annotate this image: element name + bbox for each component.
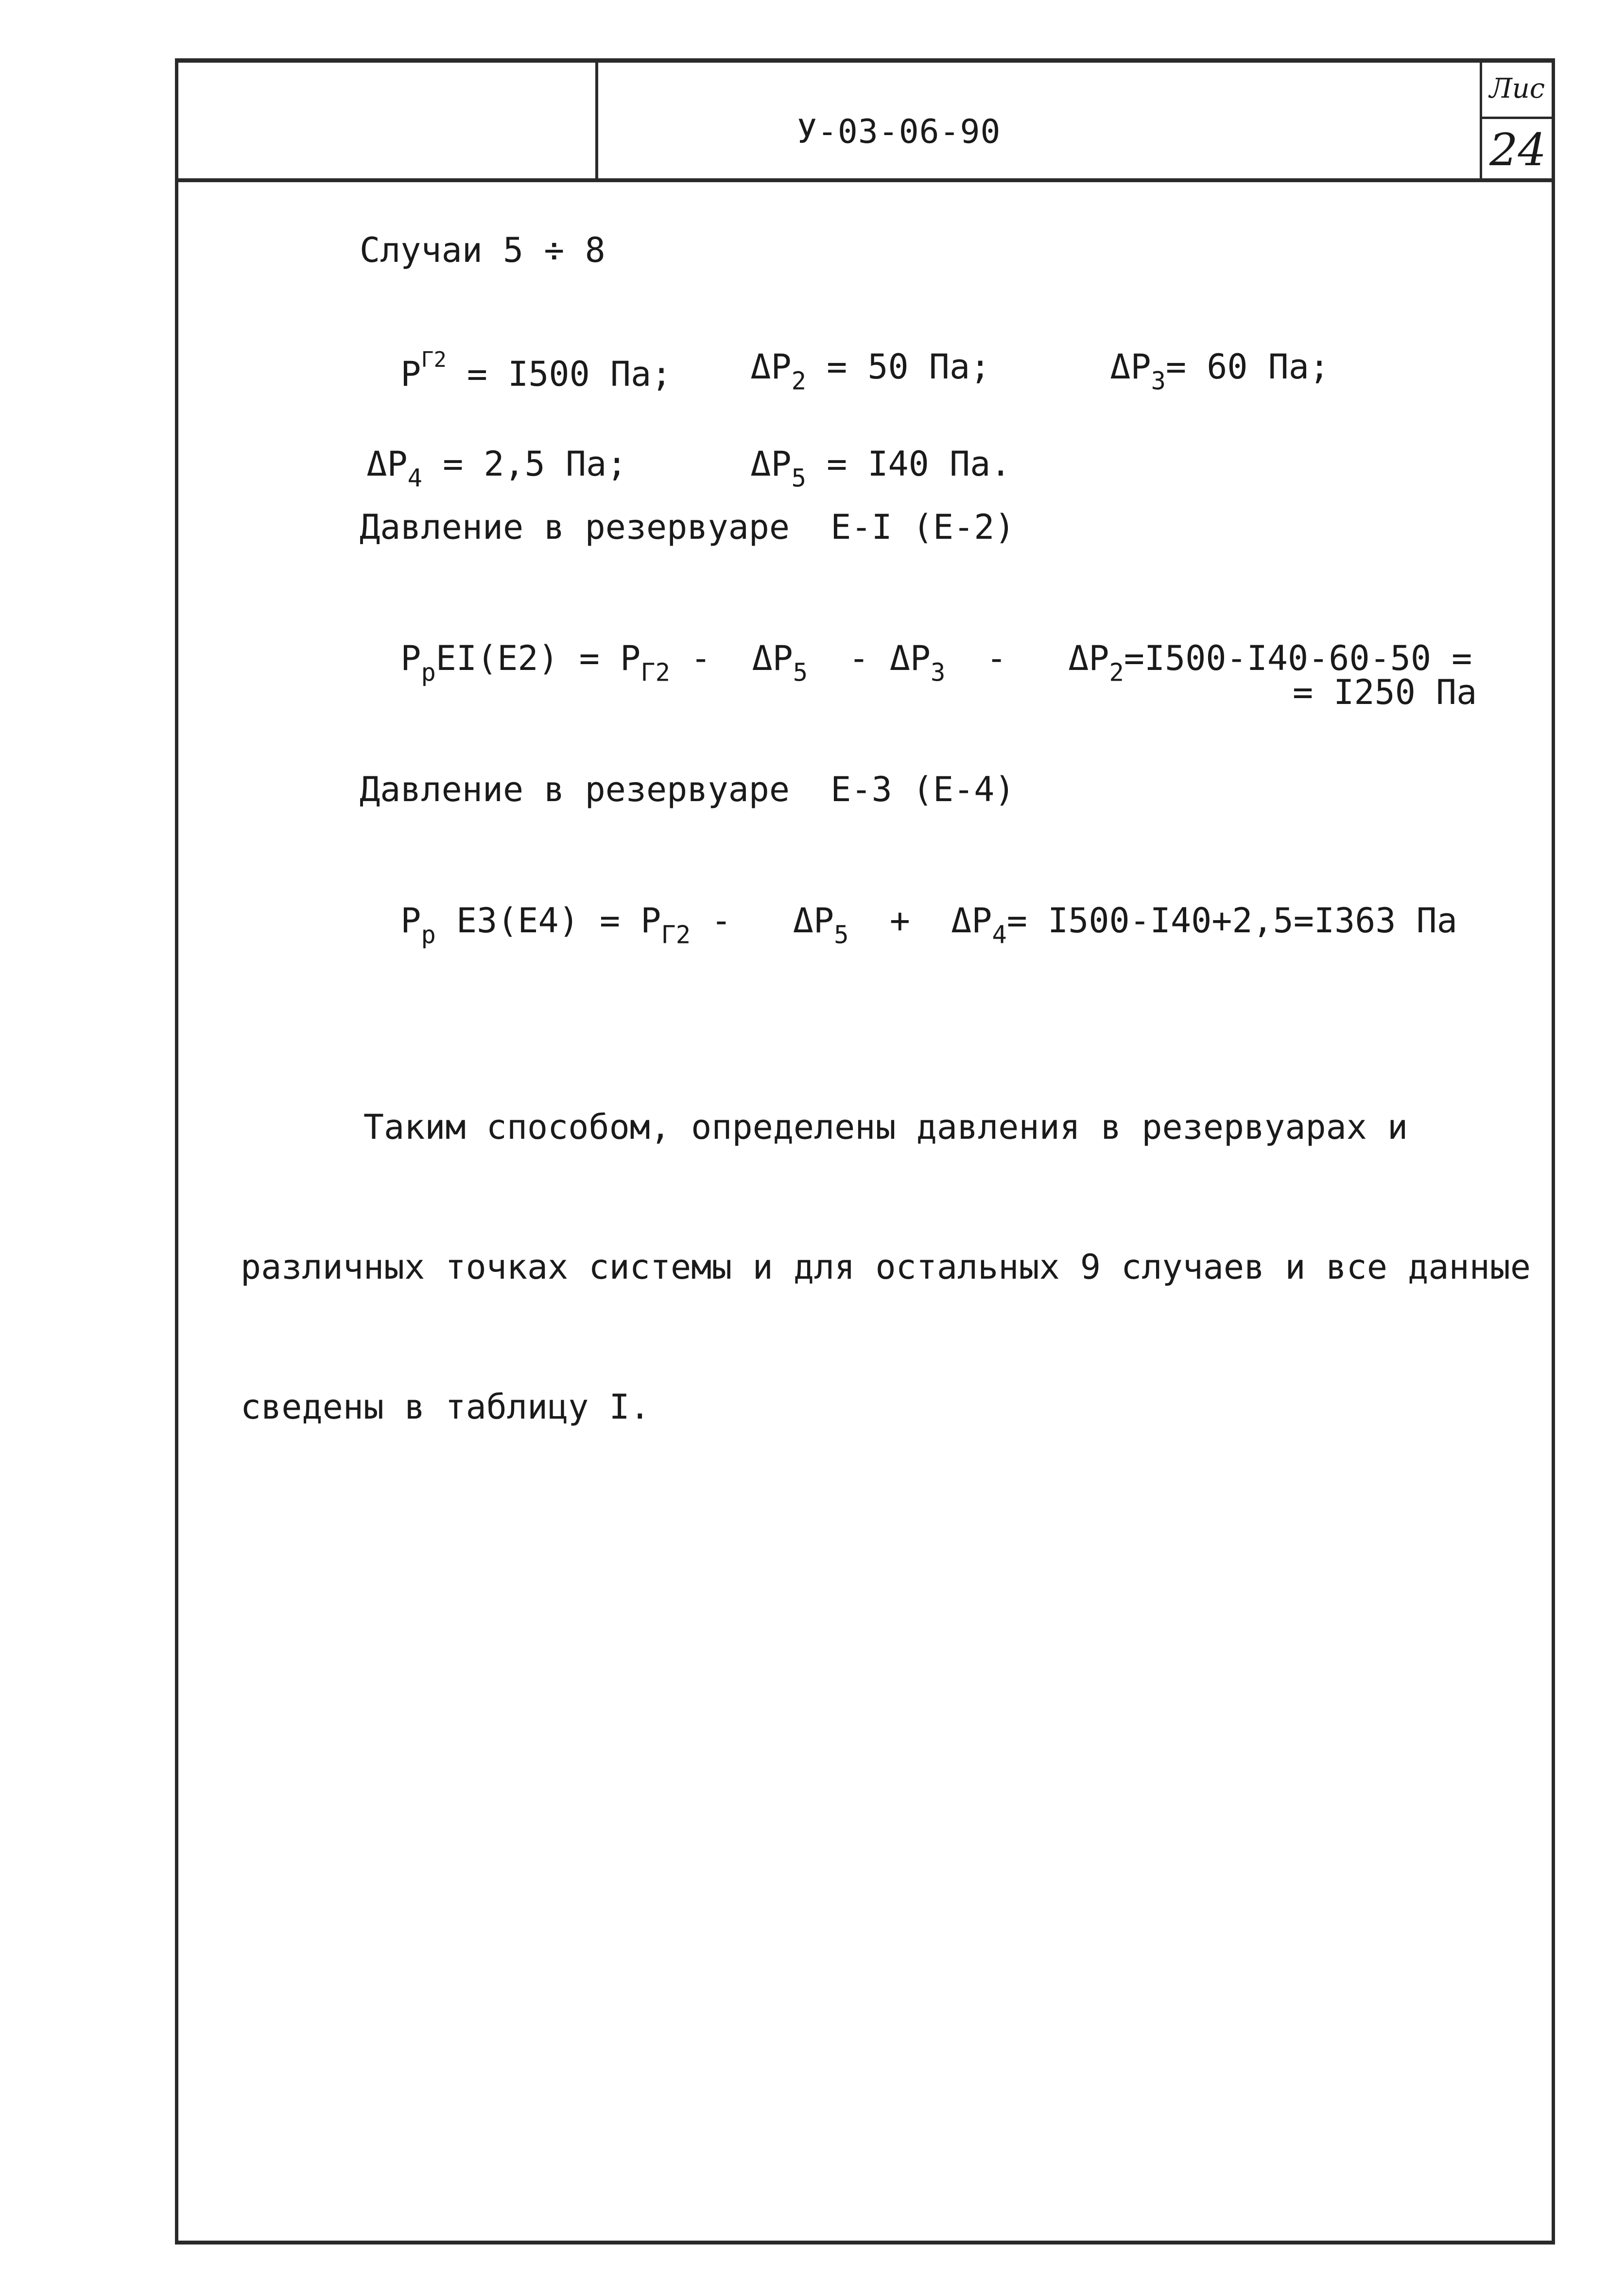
title-block-divider xyxy=(1480,62,1482,182)
conclusion-line: различных точках системы и для остальных 9 случаев и все данные xyxy=(241,1247,1531,1287)
given-value-dp4: $\Delta P_4 = 2,5$ Па; xyxy=(366,444,627,493)
formula-result-e1-e2: = I250 Па xyxy=(1293,672,1477,712)
sheet-cell-divider xyxy=(1480,117,1555,119)
conclusion-line: Таким способом, определены давления в резервуарах и xyxy=(241,1107,1408,1147)
sheet-number: 24 xyxy=(1489,124,1547,176)
conclusion-line: сведены в таблицу I. xyxy=(241,1387,650,1427)
conclusion-paragraph xyxy=(241,1011,1531,1477)
cases-heading: Случаи 5 ÷ 8 xyxy=(360,230,605,270)
given-value-dp3: $\Delta P_3= 60$ Па; xyxy=(1110,347,1330,395)
given-value-dp2: $\Delta P_2 = 50$ Па; xyxy=(750,347,991,395)
given-values-line-1: $P^{Г2} = I500$ Па; xyxy=(400,348,672,394)
heading-pressure-e3-e4: Давление в резервуаре Е-3 (Е-4) xyxy=(360,770,1015,809)
document-code: У-03-06-90 xyxy=(797,113,1001,151)
title-block-divider xyxy=(595,62,598,182)
sheet-label: Лис xyxy=(1489,73,1545,104)
given-value-dp5: $\Delta P_5 = I40$ Па. xyxy=(750,444,1011,493)
heading-pressure-e1-e2: Давление в резервуаре Е-I (Е-2) xyxy=(360,507,1015,547)
formula-pressure-e1-e2: $P_рEI(E2) = P_{Г2} - \Delta P_5 - \Delta P_3 - \Delta P_2=I500-I40-60-50$ = xyxy=(400,638,1472,687)
formula-pressure-e3-e4: $P_р$ $E3(E4) = P_{Г2} - \Delta P_5 + \Delta P_4= I500-I40+2,5=I363$ Па xyxy=(400,901,1457,949)
